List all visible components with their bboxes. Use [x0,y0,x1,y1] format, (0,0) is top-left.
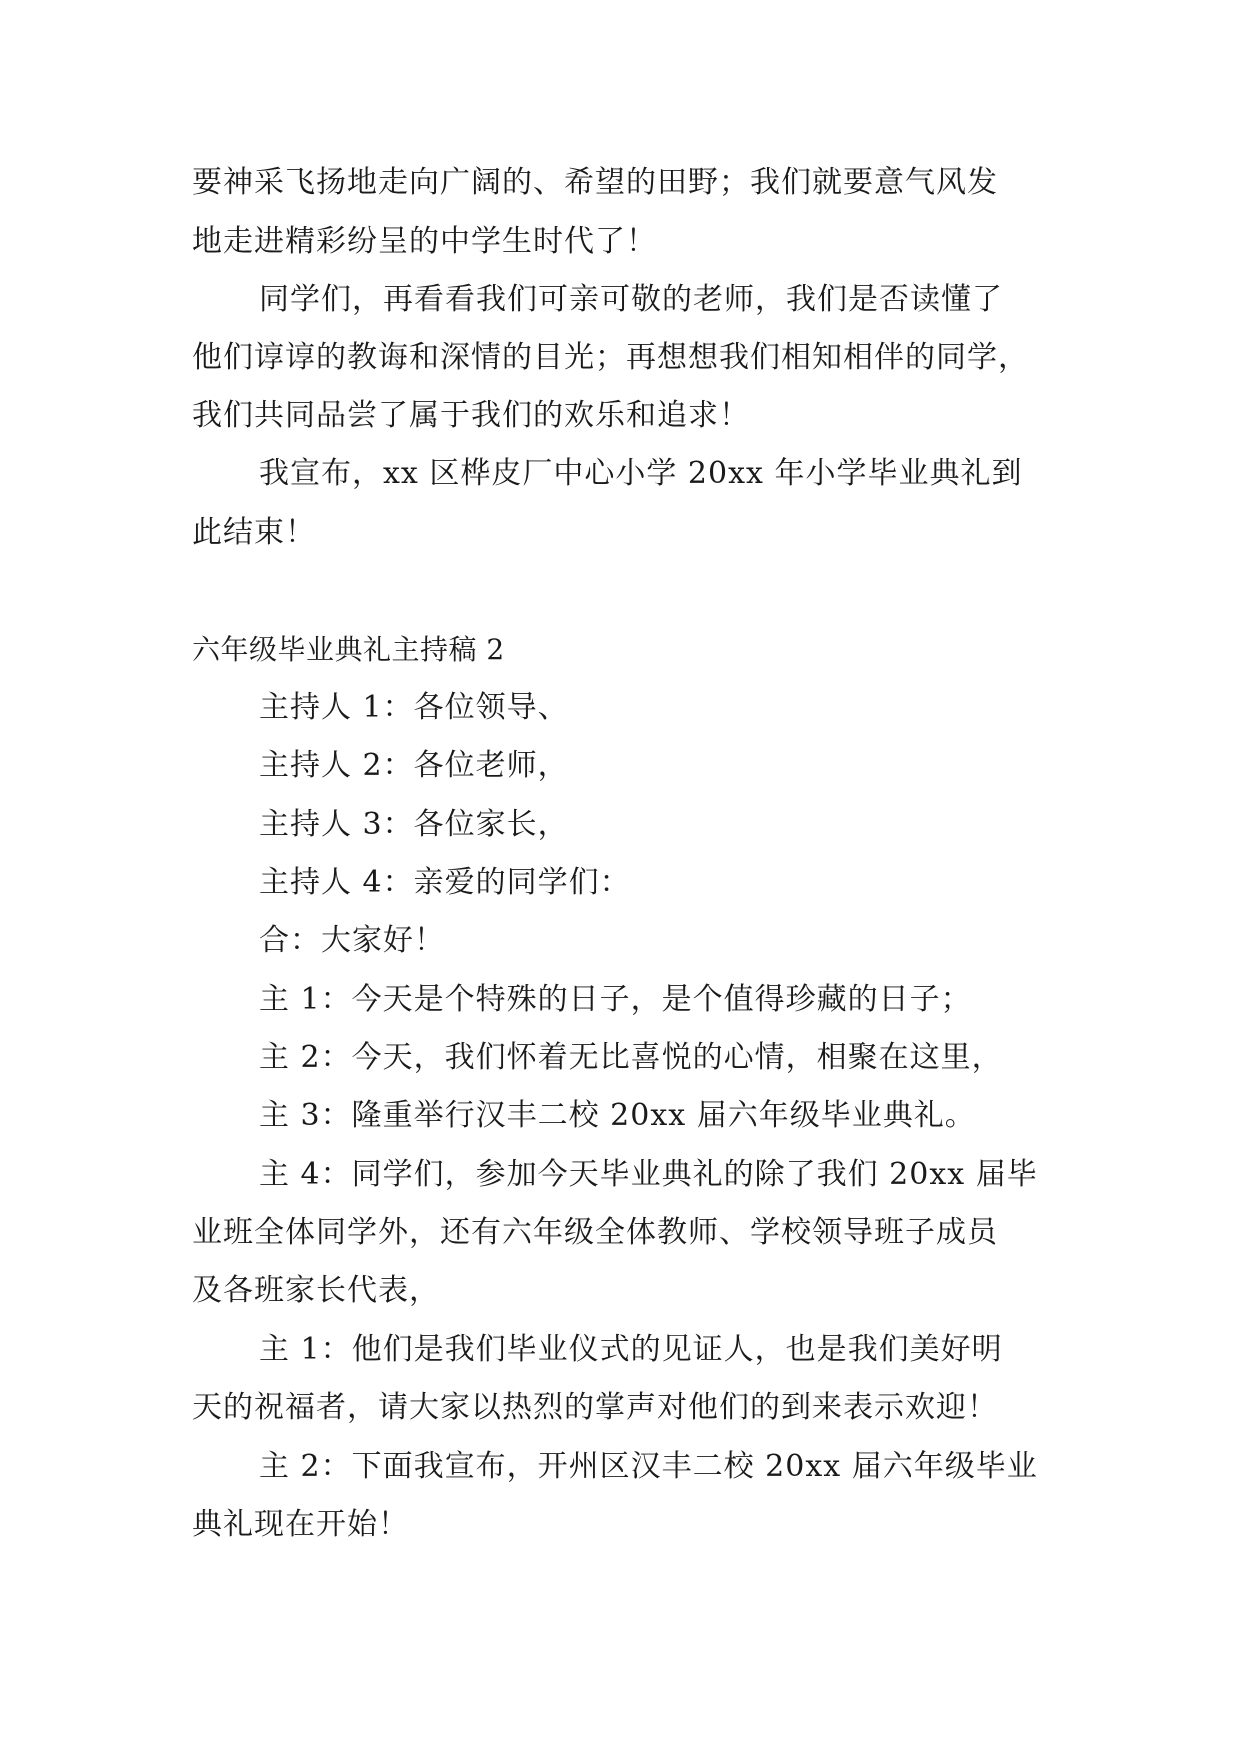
paragraph-line: 典礼现在开始！ [192,1507,409,1542]
paragraph-line: 合：大家好！ [259,923,445,958]
paragraph-line: 主持人 2：各位老师， [259,748,569,783]
paragraph-line: 要神采飞扬地走向广阔的、希望的田野；我们就要意气风发 [192,165,998,200]
paragraph-line: 同学们，再看看我们可亲可敬的老师，我们是否读懂了 [259,282,1003,317]
paragraph-line: 我们共同品尝了属于我们的欢乐和追求！ [192,398,750,433]
paragraph-line: 及各班家长代表， [192,1273,440,1308]
paragraph-line: 主 1：他们是我们毕业仪式的见证人，也是我们美好明 [259,1332,1003,1367]
paragraph-line: 主 1：今天是个特殊的日子，是个值得珍藏的日子； [259,982,972,1017]
paragraph-line: 地走进精彩纷呈的中学生时代了！ [192,224,657,259]
section-heading: 六年级毕业典礼主持稿 2 [192,633,505,666]
paragraph-line: 主持人 1：各位领导、 [259,690,569,725]
paragraph-line: 我宣布，xx 区桦皮厂中心小学 20xx 年小学毕业典礼到 [259,456,1023,491]
paragraph-line: 他们谆谆的教诲和深情的目光；再想想我们相知相伴的同学， [192,340,1029,375]
paragraph-line: 主持人 3：各位家长， [259,807,569,842]
paragraph-line: 主 2：下面我宣布，开州区汉丰二校 20xx 届六年级毕业 [259,1449,1038,1484]
paragraph-line: 主 4：同学们，参加今天毕业典礼的除了我们 20xx 届毕 [259,1157,1038,1192]
paragraph-line: 此结束！ [192,515,316,550]
paragraph-line: 主 2：今天，我们怀着无比喜悦的心情，相聚在这里， [259,1040,1003,1075]
paragraph-line: 主 3：隆重举行汉丰二校 20xx 届六年级毕业典礼。 [259,1098,976,1133]
paragraph-line: 业班全体同学外，还有六年级全体教师、学校领导班子成员 [192,1215,998,1250]
paragraph-line: 主持人 4：亲爱的同学们： [259,865,631,900]
paragraph-line: 天的祝福者，请大家以热烈的掌声对他们的到来表示欢迎！ [192,1390,998,1425]
